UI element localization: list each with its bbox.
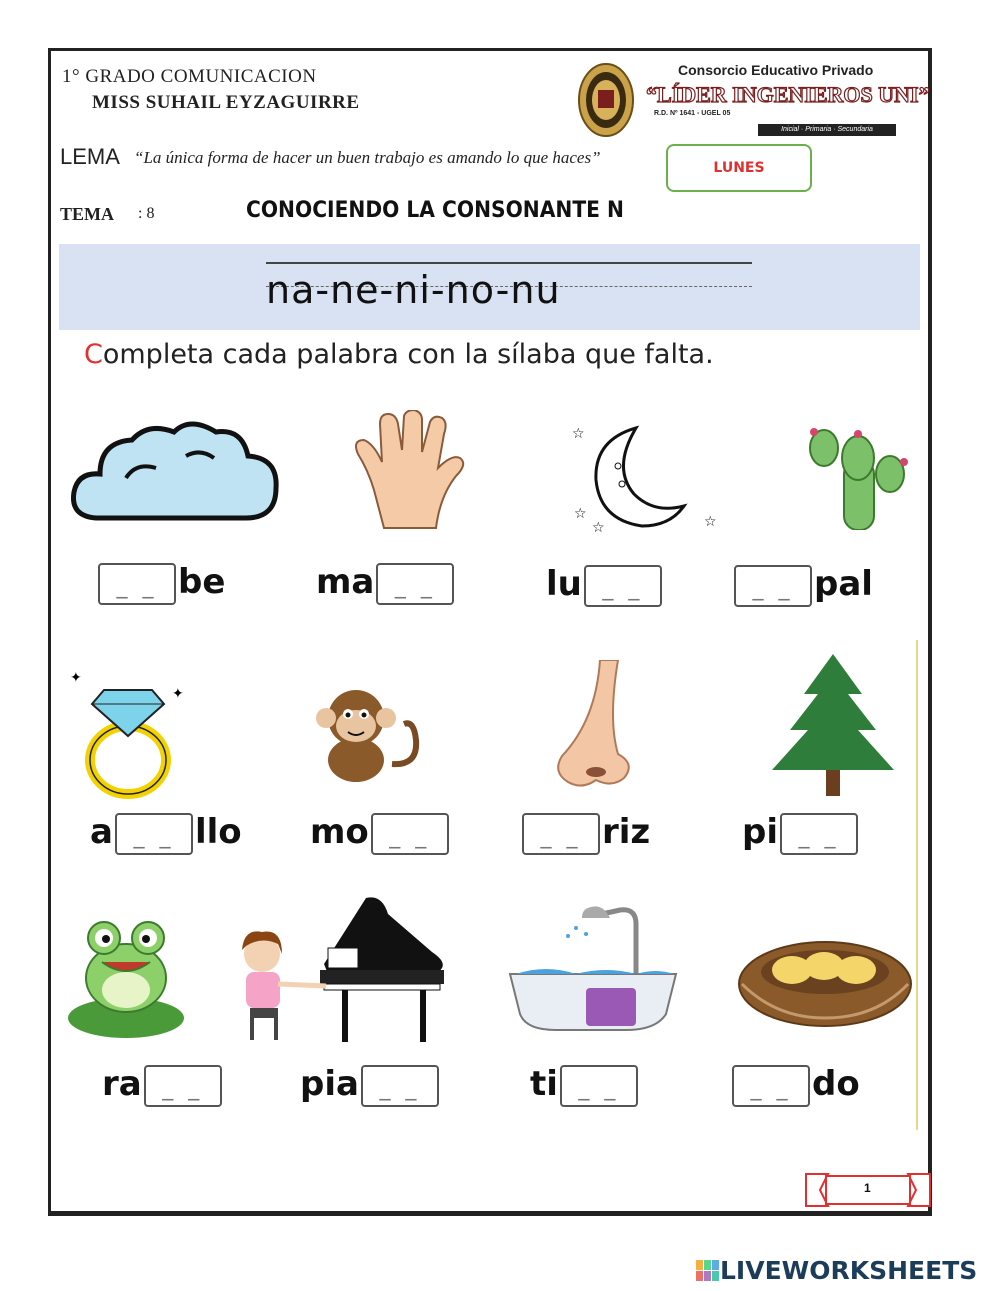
- page-number: 1: [864, 1181, 871, 1195]
- instruction-first-letter: C: [84, 339, 103, 370]
- syllable-list: na-ne-ni-no-nu: [266, 268, 561, 312]
- guide-line-top: [266, 262, 752, 264]
- nest-icon: [736, 928, 914, 1028]
- word-monkey: [310, 812, 451, 855]
- word-prefix: ma: [316, 562, 375, 602]
- cloud-icon: [66, 418, 282, 530]
- word-hand: [316, 562, 456, 605]
- worksheet-frame: [48, 48, 932, 1216]
- grade-subject: 1° GRADO COMUNICACION: [62, 66, 317, 87]
- word-piano: [300, 1064, 441, 1107]
- school-seal-icon: [578, 62, 634, 138]
- bathtub-icon: [506, 904, 680, 1040]
- school-name: “LÍDER INGENIEROS UNI”: [646, 82, 930, 107]
- answer-blank[interactable]: _ _: [371, 813, 449, 855]
- monkey-icon: [312, 684, 424, 784]
- cactus-icon: [800, 412, 914, 530]
- svg-text:✦: ✦: [172, 686, 184, 702]
- answer-blank[interactable]: _ _: [144, 1065, 222, 1107]
- day-badge: LUNES: [666, 144, 812, 192]
- frog-icon: [66, 908, 186, 1038]
- answer-blank[interactable]: _ _: [560, 1065, 638, 1107]
- lema-label: LEMA: [60, 144, 120, 169]
- svg-text:☆: ☆: [572, 426, 585, 442]
- word-prefix: pi: [742, 812, 778, 852]
- word-moon: [546, 564, 664, 607]
- page-number-badge: [804, 1168, 932, 1212]
- word-frog: [102, 1064, 224, 1107]
- word-prefix: ra: [102, 1064, 142, 1104]
- answer-blank[interactable]: _ _: [98, 563, 176, 605]
- answer-blank[interactable]: _ _: [376, 563, 454, 605]
- word-prefix: pia: [300, 1064, 359, 1104]
- hand-icon: [344, 410, 468, 530]
- tema-number: : 8: [138, 205, 155, 222]
- word-nose: [520, 812, 650, 855]
- svg-text:☆: ☆: [704, 514, 717, 530]
- answer-blank[interactable]: _ _: [584, 565, 662, 607]
- word-suffix: be: [178, 562, 226, 602]
- liveworksheets-text: LIVEWORKSHEETS: [720, 1256, 978, 1285]
- school-logo: [642, 60, 930, 140]
- instruction: [84, 339, 714, 370]
- answer-blank[interactable]: _ _: [732, 1065, 810, 1107]
- word-prefix: mo: [310, 812, 369, 852]
- tema-label: TEMA: [60, 204, 114, 224]
- school-registration: R.D. Nº 1641 - UGEL 05: [654, 110, 731, 117]
- word-cloud: [96, 562, 225, 605]
- word-tree: [742, 812, 860, 855]
- word-ring: [90, 812, 242, 855]
- answer-blank[interactable]: _ _: [780, 813, 858, 855]
- instruction-text: ompleta cada palabra con la sílaba que falta.: [102, 339, 714, 370]
- word-prefix: lu: [546, 564, 582, 604]
- school-consortium: Consorcio Educativo Privado: [678, 62, 874, 78]
- svg-text:☆: ☆: [574, 506, 587, 522]
- school-levels: Inicial · Primaria · Secundaria: [758, 124, 896, 136]
- tree-icon: [766, 654, 900, 796]
- answer-blank[interactable]: _ _: [734, 565, 812, 607]
- liveworksheets-icon: [696, 1260, 720, 1282]
- word-nest: [730, 1064, 860, 1107]
- word-prefix: ti: [530, 1064, 558, 1104]
- answer-blank[interactable]: _ _: [361, 1065, 439, 1107]
- word-suffix: pal: [814, 564, 873, 604]
- moon-icon: [566, 422, 718, 534]
- tema-title: CONOCIENDO LA CONSONANTE N: [246, 198, 624, 223]
- word-suffix: do: [812, 1064, 860, 1104]
- liveworksheets-logo: [696, 1256, 977, 1285]
- svg-text:☆: ☆: [592, 520, 605, 534]
- word-suffix: riz: [602, 812, 651, 852]
- svg-text:✦: ✦: [70, 670, 82, 686]
- word-cactus: [732, 564, 873, 607]
- nose-icon: [556, 660, 638, 790]
- answer-blank[interactable]: _ _: [522, 813, 600, 855]
- ring-icon: [68, 664, 192, 800]
- answer-blank[interactable]: _ _: [115, 813, 193, 855]
- lema-quote: “La única forma de hacer un buen trabajo es amando lo que haces”: [134, 148, 601, 167]
- word-bathtub: [530, 1064, 640, 1107]
- word-prefix: a: [90, 812, 113, 852]
- margin-line: [916, 640, 918, 1130]
- teacher-name: MISS SUHAIL EYZAGUIRRE: [92, 92, 360, 113]
- piano-icon: [232, 894, 454, 1044]
- word-suffix: llo: [194, 812, 242, 852]
